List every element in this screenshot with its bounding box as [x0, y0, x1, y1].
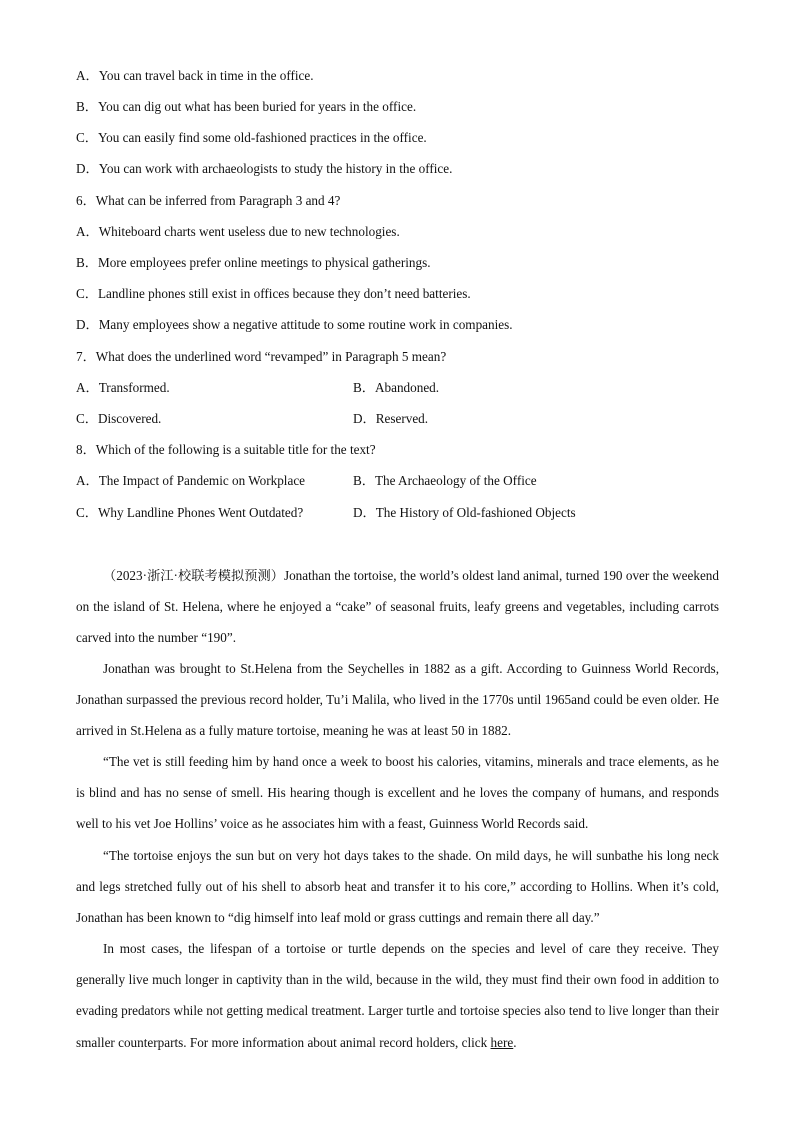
q7-option-b: B．Abandoned. — [353, 380, 440, 395]
q5-option-c: C．You can easily find some old-fashioned practices in the office. — [76, 130, 427, 145]
q7-option-d: D．Reserved. — [353, 411, 429, 426]
q6-option-c: C．Landline phones still exist in offices because they don’t need batteries. — [76, 286, 471, 301]
q6-option-d: D．Many employees show a negative attitude to some routine work in companies. — [76, 317, 513, 332]
paragraph-5-text: In most cases, the lifespan of a tortoise or turtle depends on the species and level of care they receive. They generally live much longer in captivity than in the wild, because in the wild, they must find their own food in addition to evading predators while not getting medical treatment. Larger turtle and tortoise species also tend to live longer than their smaller counterparts. For more information about animal record holders, click — [76, 941, 719, 1050]
q6-option-a: A．Whiteboard charts went useless due to new technologies. — [76, 224, 400, 239]
q5-option-b: B．You can dig out what has been buried for years in the office. — [76, 99, 417, 114]
passage-paragraph-5 — [76, 933, 719, 1058]
passage-paragraph-2: Jonathan was brought to St.Helena from the Seychelles in 1882 as a gift. According to Guinness World Records, Jonathan surpassed the previous record holder, Tu’i Malila, who lived in the 1770s until 1965and could be even older. He arrived in St.Helena as a fully mature tortoise, meaning he was at least 50 in 1882. — [76, 661, 719, 739]
q6-option-b: B．More employees prefer online meetings to physical gatherings. — [76, 255, 431, 270]
here-link[interactable]: here — [490, 1034, 514, 1050]
paragraph-5-end: . — [513, 1034, 517, 1050]
q6-stem: 6．What can be inferred from Paragraph 3 and 4? — [76, 193, 341, 208]
q8-option-d: D．The History of Old-fashioned Objects — [353, 505, 576, 520]
q8-option-a: A．The Impact of Pandemic on Workplace — [76, 473, 306, 488]
q5-option-d: D．You can work with archaeologists to study the history in the office. — [76, 161, 453, 176]
q7-option-a: A．Transformed. — [76, 380, 170, 395]
passage-paragraph-1: （2023·浙江·校联考模拟预测）Jonathan the tortoise, the world’s oldest land animal, turned 190 over the weekend on the island of St. Helena, where he enjoyed a “cake” of seasonal fruits, leafy greens and vegetables, including carrots carved into the number “190”. — [76, 568, 719, 646]
q8-option-b: B．The Archaeology of the Office — [353, 473, 537, 488]
passage-paragraph-3: “The vet is still feeding him by hand once a week to boost his calories, vitamins, minerals and trace elements, as he is blind and has no sense of smell. His hearing though is excellent and he loves the company of humans, and responds well to his vet Joe Hollins’ voice as he associates him with a feast, Guinness World Records said. — [76, 754, 719, 832]
q8-stem: 8．Which of the following is a suitable title for the text? — [76, 442, 376, 457]
q8-option-c: C．Why Landline Phones Went Outdated? — [76, 505, 304, 520]
q7-option-c: C．Discovered. — [76, 411, 162, 426]
q5-option-a: A．You can travel back in time in the office. — [76, 68, 314, 83]
passage-paragraph-4: “The tortoise enjoys the sun but on very hot days takes to the shade. On mild days, he will sunbathe his long neck and legs stretched fully out of his shell to absorb heat and transfer it to his core,” according to Hollins. When it’s cold, Jonathan has been known to “dig himself into leaf mold or grass cuttings and remain there all day.” — [76, 848, 719, 926]
q7-stem: 7．What does the underlined word “revamped” in Paragraph 5 mean? — [76, 349, 447, 364]
